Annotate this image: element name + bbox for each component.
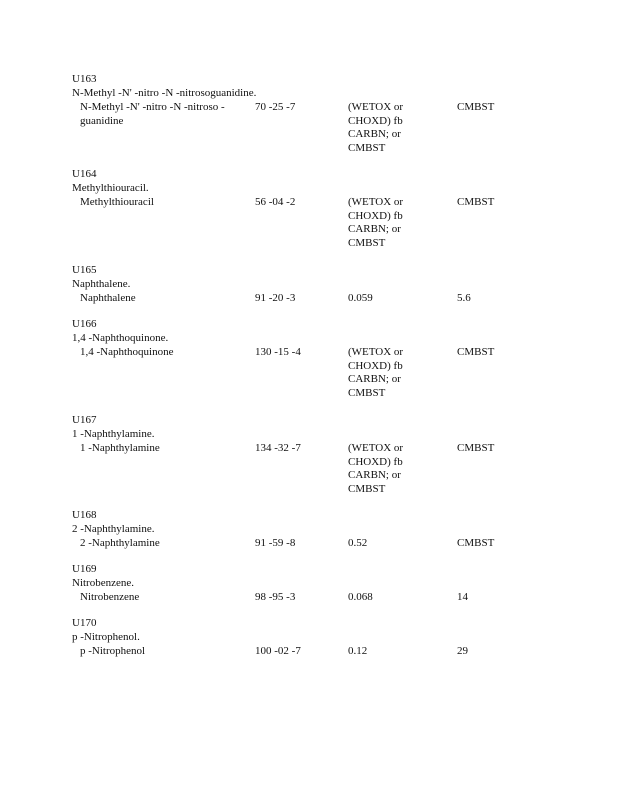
constituent-name: N-Methyl -N' -nitro -N -nitroso - — [80, 101, 225, 113]
nonwastewater-standard: 14 — [457, 591, 468, 603]
ww-line: 0.52 — [348, 537, 368, 549]
ww-line: CMBST — [348, 482, 386, 495]
wastewater-standard — [348, 645, 367, 659]
cas-number: 70 -25 -7 — [255, 101, 296, 113]
cas-number: 91 -59 -8 — [255, 537, 296, 549]
wastewater-standard — [348, 101, 403, 155]
ww-line: (WETOX or — [348, 442, 404, 454]
waste-description: 1,4 -Naphthoquinone. — [72, 332, 169, 344]
wastewater-standard — [348, 591, 373, 605]
waste-code: U163 — [72, 73, 97, 85]
ww-line: (WETOX or — [348, 346, 404, 358]
waste-description: Naphthalene. — [72, 278, 131, 290]
constituent-name: Naphthalene — [80, 292, 136, 304]
waste-code: U170 — [72, 617, 97, 629]
nonwastewater-standard: CMBST — [457, 537, 495, 549]
ww-line: (WETOX or — [348, 101, 404, 113]
cas-number: 91 -20 -3 — [255, 292, 296, 304]
ww-line: CHOXD) fb — [348, 114, 403, 127]
waste-description: Methylthiouracil. — [72, 182, 149, 194]
waste-description: N-Methyl -N' -nitro -N -nitrosoguanidine. — [72, 87, 257, 99]
wastewater-standard — [348, 196, 403, 250]
waste-code: U165 — [72, 264, 97, 276]
constituent-name-cont: guanidine — [80, 115, 124, 127]
ww-line: CARBN; or — [348, 223, 401, 235]
waste-code: U168 — [72, 509, 97, 521]
ww-line: 0.068 — [348, 591, 373, 603]
cas-number: 56 -04 -2 — [255, 196, 296, 208]
ww-line: CHOXD) fb — [348, 209, 403, 222]
ww-line: CHOXD) fb — [348, 455, 403, 468]
nonwastewater-standard: 5.6 — [457, 292, 471, 304]
ww-line: CHOXD) fb — [348, 359, 403, 372]
waste-code: U167 — [72, 414, 97, 426]
waste-code: U166 — [72, 318, 97, 330]
nonwastewater-standard: CMBST — [457, 346, 495, 358]
constituent-name: p -Nitrophenol — [80, 645, 146, 657]
wastewater-standard — [348, 442, 403, 496]
ww-line: CARBN; or — [348, 469, 401, 481]
cas-number: 100 -02 -7 — [255, 645, 301, 657]
waste-description: p -Nitrophenol. — [72, 631, 140, 643]
ww-line: CMBST — [348, 236, 386, 249]
constituent-name: 1 -Naphthylamine — [80, 442, 160, 454]
waste-description: Nitrobenzene. — [72, 577, 134, 589]
ww-line: 0.12 — [348, 645, 368, 657]
ww-line: CMBST — [348, 141, 386, 154]
ww-line: CARBN; or — [348, 128, 401, 140]
ww-line: CARBN; or — [348, 373, 401, 385]
cas-number: 130 -15 -4 — [255, 346, 301, 358]
ww-line: (WETOX or — [348, 196, 404, 208]
waste-code: U169 — [72, 563, 97, 575]
nonwastewater-standard: 29 — [457, 645, 468, 657]
nonwastewater-standard: CMBST — [457, 196, 495, 208]
waste-description: 2 -Naphthylamine. — [72, 523, 155, 535]
wastewater-standard — [348, 292, 373, 306]
waste-description: 1 -Naphthylamine. — [72, 428, 155, 440]
ww-line: CMBST — [348, 386, 386, 399]
wastewater-standard — [348, 537, 367, 551]
constituent-name: Methylthiouracil — [80, 196, 154, 208]
cas-number: 134 -32 -7 — [255, 442, 301, 454]
waste-code: U164 — [72, 168, 97, 180]
nonwastewater-standard: CMBST — [457, 442, 495, 454]
wastewater-standard — [348, 346, 403, 400]
nonwastewater-standard: CMBST — [457, 101, 495, 113]
constituent-name: Nitrobenzene — [80, 591, 140, 603]
cas-number: 98 -95 -3 — [255, 591, 296, 603]
constituent-name: 2 -Naphthylamine — [80, 537, 160, 549]
ww-line: 0.059 — [348, 292, 373, 304]
constituent-name: 1,4 -Naphthoquinone — [80, 346, 174, 358]
